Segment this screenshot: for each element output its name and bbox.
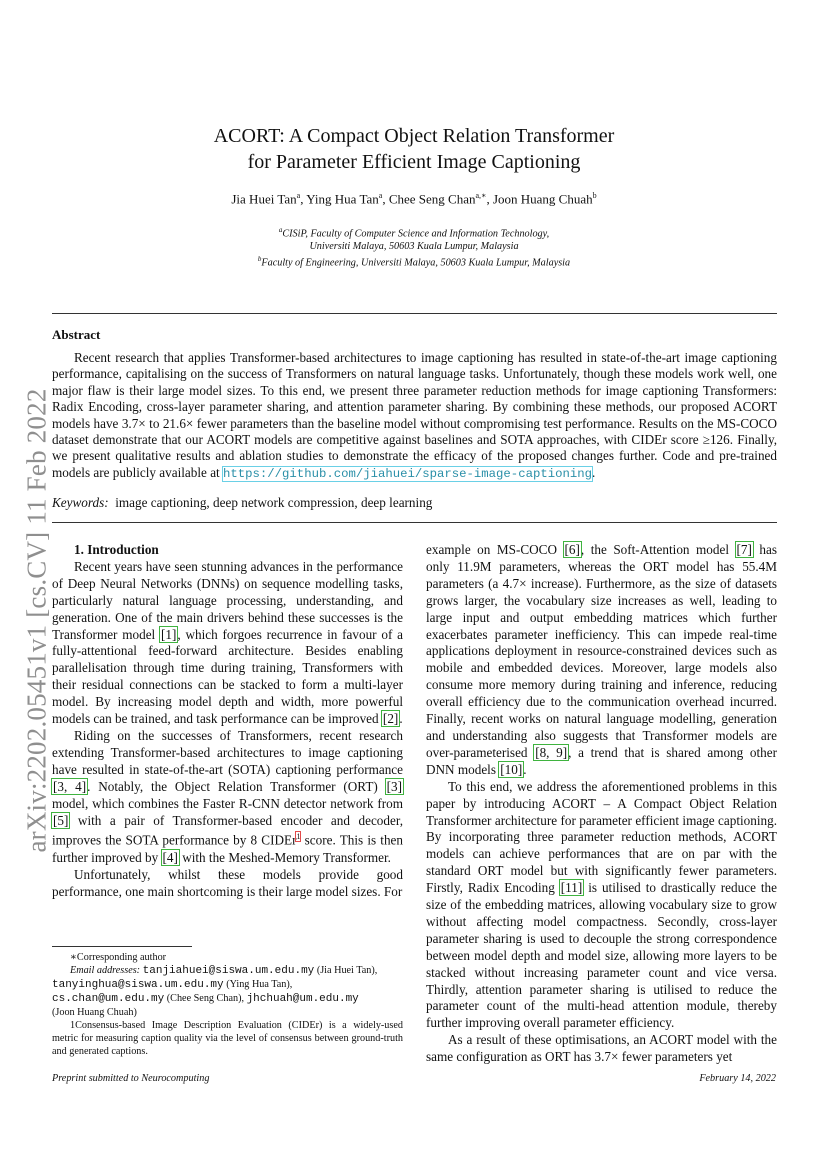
section-heading-introduction: 1. Introduction — [74, 542, 159, 557]
arxiv-identifier-text: arXiv:2202.05451v1 [cs.CV] 11 Feb 2022 — [21, 387, 52, 853]
author-affil-mark: a,∗ — [475, 191, 487, 200]
footnotes — [52, 951, 403, 1058]
affiliation-b-line1: Faculty of Engineering, Universiti Malaya, 50603 Kuala Lumpur, Malaysia — [261, 257, 571, 269]
citation-link[interactable]: [5] — [53, 812, 69, 828]
abstract-top-rule — [52, 313, 777, 314]
right-column — [426, 542, 777, 1066]
paragraph — [426, 779, 777, 1033]
footer-date: February 14, 2022 — [699, 1073, 776, 1084]
text-run: , which forgoes recurrence in favour of a fully-attentional feed-forward architecture. Besides enabling parallelisation through time during training, Transformers with their residual connections can be stacked to form a multi-layer model. By increasing model depth and width, more powerful models can be trained, and task performance can be improved — [52, 626, 403, 727]
paragraph: As a result of these optimisations, an ACORT model with the same configuration as ORT has 3.7× fewer parameters yet — [426, 1032, 777, 1065]
author-name: Ying Hua Tan — [306, 191, 379, 207]
arxiv-identifier — [22, 365, 52, 875]
text-run: To this end, we address the aforementioned problems in this paper by introducing ACORT – A Compact Object Relation Transformer architecture for parameter efficient image captioning. By incorporating three parameter reduction methods, ACORT models can achieve performances that are on par with the standard ORT model but with significantly fewer parameters. Firstly, Radix Encoding — [426, 778, 777, 896]
keywords-text: image captioning, deep network compression, deep learning — [115, 495, 433, 510]
author-list: Jia Huei Tan$^a$, Ying Hua Tan$^a$, Chee Seng Chan$^{a,∗}$, Joon Huang Chuah$^b$ — [231, 191, 597, 207]
text-run: is utilised to drastically reduce the size of the embedding matrices, allowing vocabulary size to grow without affecting model compactness. Secondly, cross-layer parameter sharing is used to decouple the strong correspondence between model depth and model size, allowing more layers to be stacked without increasing parameter count and vice versa. Thirdly, attention parameter sharing is utilised to reduce the parameter count of the multi-head attention module, thereby further improving overall parameter efficiency. — [426, 880, 777, 1031]
citation-link[interactable]: [3, 4] — [53, 778, 87, 794]
text-run: , a trend that is shared among other DNN models — [426, 744, 777, 777]
paragraph: Unfortunately, whilst these models provide good performance, one main shortcoming is their large model sizes. For — [52, 866, 403, 899]
affiliations — [0, 224, 828, 270]
affiliation-a-line2: Universiti Malaya, 50603 Kuala Lumpur, Malaysia — [309, 241, 519, 253]
author-affil-mark: a — [378, 191, 383, 200]
paragraph — [426, 542, 777, 779]
email-link[interactable]: cs.chan@um.edu.my — [52, 993, 165, 1005]
author-name: Chee Seng Chan — [388, 191, 476, 207]
footnote-corresponding: ∗Corresponding author — [70, 952, 167, 963]
abstract-body: Recent research that applies Transformer-based architectures to image captioning has resulted in state-of-the-art image captioning performance, capitalising on the success of Transformers on natural language tasks. Unfortunately, though these models work well, one major flaw is their large model sizes. To this end, we present three parameter reduction methods for image captioning Transformers: Radix Encoding, cross-layer parameter sharing, and attention parameter sharing. By combining these methods, our proposed ACORT models have 3.7× to 21.6× fewer parameters than the baseline model without compromising test performance. Results on the MS-COCO dataset demonstrate that our ACORT models are competitive against baselines and SOTA approaches, with CIDEr score ≥126. Finally, we present qualitative results and ablation studies to demonstrate the efficacy of the proposed changes further. Code and pre-trained models are publicly available at — [52, 350, 777, 480]
email-label: Email addresses: — [70, 965, 141, 976]
citation-link[interactable]: [4] — [162, 849, 178, 865]
paper-title — [0, 123, 828, 175]
abstract-end: . — [591, 464, 596, 480]
text-run: with the Meshed-Memory Transformer. — [178, 849, 391, 865]
left-column — [52, 542, 403, 900]
citation-link[interactable]: [8, 9] — [535, 744, 568, 760]
keywords — [52, 495, 432, 511]
citation-link[interactable]: [2] — [382, 711, 399, 727]
email-link[interactable]: tanjiahuei@siswa.um.edu.my — [142, 965, 315, 977]
text-run: has only 11.9M parameters, whereas the ORT model has 55.4M parameters (a 4.7× increase). Furthermore, as the size of datasets grows larger, the vocabulary size increases as well, leading to large input and output embedding matrices which further exacerbates parameter inefficiency. This can impede real-time applications deployment in resource-constrained devices such as mobile and embedded devices. Moreover, large models also consume more memory during training and inference, reducing overall efficiency due to the communication overhead incurred. Finally, recent works on natural language modelling, generation and understanding also suggests that Transformer models are over-parameterised — [426, 542, 777, 760]
paper-title-line2: for Parameter Efficient Image Captioning — [247, 151, 581, 173]
text-run: . Notably, the Object Relation Transformer (ORT) — [87, 778, 386, 794]
email-owner: (Chee Seng Chan), — [164, 993, 247, 1004]
footnote-emails — [52, 964, 403, 978]
footnote-emails-cont: (Joon Huang Chuah) — [52, 1007, 137, 1018]
footnote-link[interactable]: 1 — [296, 832, 301, 842]
text-run: . — [399, 711, 403, 727]
author-name: Joon Huang Chuah — [492, 191, 593, 207]
citation-link[interactable]: [3] — [386, 778, 402, 794]
text-run: example on MS-COCO — [426, 542, 564, 557]
citation-link[interactable]: [1] — [161, 626, 177, 642]
email-owner: (Jia Huei Tan), — [314, 965, 378, 976]
footnote-cider: 1Consensus-based Image Description Evaluation (CIDEr) is a widely-used metric for measuring caption quality via the level of consensus between ground-truth and generated captions. — [52, 1020, 403, 1057]
text-run: score. This is then further improved by — [52, 832, 403, 865]
abstract-heading: Abstract — [52, 327, 101, 342]
abstract-bottom-rule — [52, 522, 777, 523]
author-affil-mark: b — [592, 191, 597, 200]
footnote-rule — [52, 946, 192, 947]
keywords-label: Keywords: — [52, 495, 109, 510]
footnote-emails-cont — [52, 978, 403, 992]
abstract-text — [52, 350, 777, 482]
paragraph — [52, 728, 403, 867]
email-link[interactable]: tanyinghua@siswa.um.edu.my — [52, 979, 224, 991]
paragraph — [52, 559, 403, 728]
footnote-emails-cont — [52, 992, 403, 1006]
citation-link[interactable]: [6] — [564, 542, 580, 557]
citation-link[interactable]: [10] — [500, 761, 523, 777]
affil-mark-b: b — [257, 255, 262, 264]
code-repository-link[interactable]: https://github.com/jiahuei/sparse-image-captioning — [223, 466, 592, 481]
paper-title-line1: ACORT: A Compact Object Relation Transformer — [213, 125, 615, 147]
email-link[interactable]: jhchuah@um.edu.my — [246, 993, 359, 1005]
email-owner: (Ying Hua Tan), — [223, 979, 293, 990]
text-run: Riding on the successes of Transformers, recent research extending Transformer-based architectures to image captioning have resulted in state-of-the-art (SOTA) captioning performance — [52, 727, 403, 777]
text-run: Recent years have seen stunning advances in the performance of Deep Neural Networks (DNNs) on sequence modelling tasks, particularly natural language processing, understanding, and generation. One of the main drivers behind these successes is the Transformer model — [52, 558, 403, 642]
author-affil-mark: a — [296, 191, 301, 200]
text-run: , the Soft-Attention model — [580, 542, 736, 557]
citation-link[interactable]: [7] — [736, 542, 752, 557]
text-run: with a pair of Transformer-based encoder and decoder, improves the SOTA performance by 8 CIDEr — [52, 812, 403, 848]
text-run: model, which combines the Faster R-CNN detector network from — [52, 795, 403, 811]
text-run: . — [523, 761, 527, 777]
footer-preprint-note: Preprint submitted to Neurocomputing — [52, 1073, 210, 1084]
citation-link[interactable]: [11] — [560, 880, 583, 896]
affil-mark-a: a — [278, 226, 283, 234]
affiliation-a-line1: CISiP, Faculty of Computer Science and Information Technology, — [282, 228, 550, 240]
author-name: Jia Huei Tan — [231, 191, 297, 207]
